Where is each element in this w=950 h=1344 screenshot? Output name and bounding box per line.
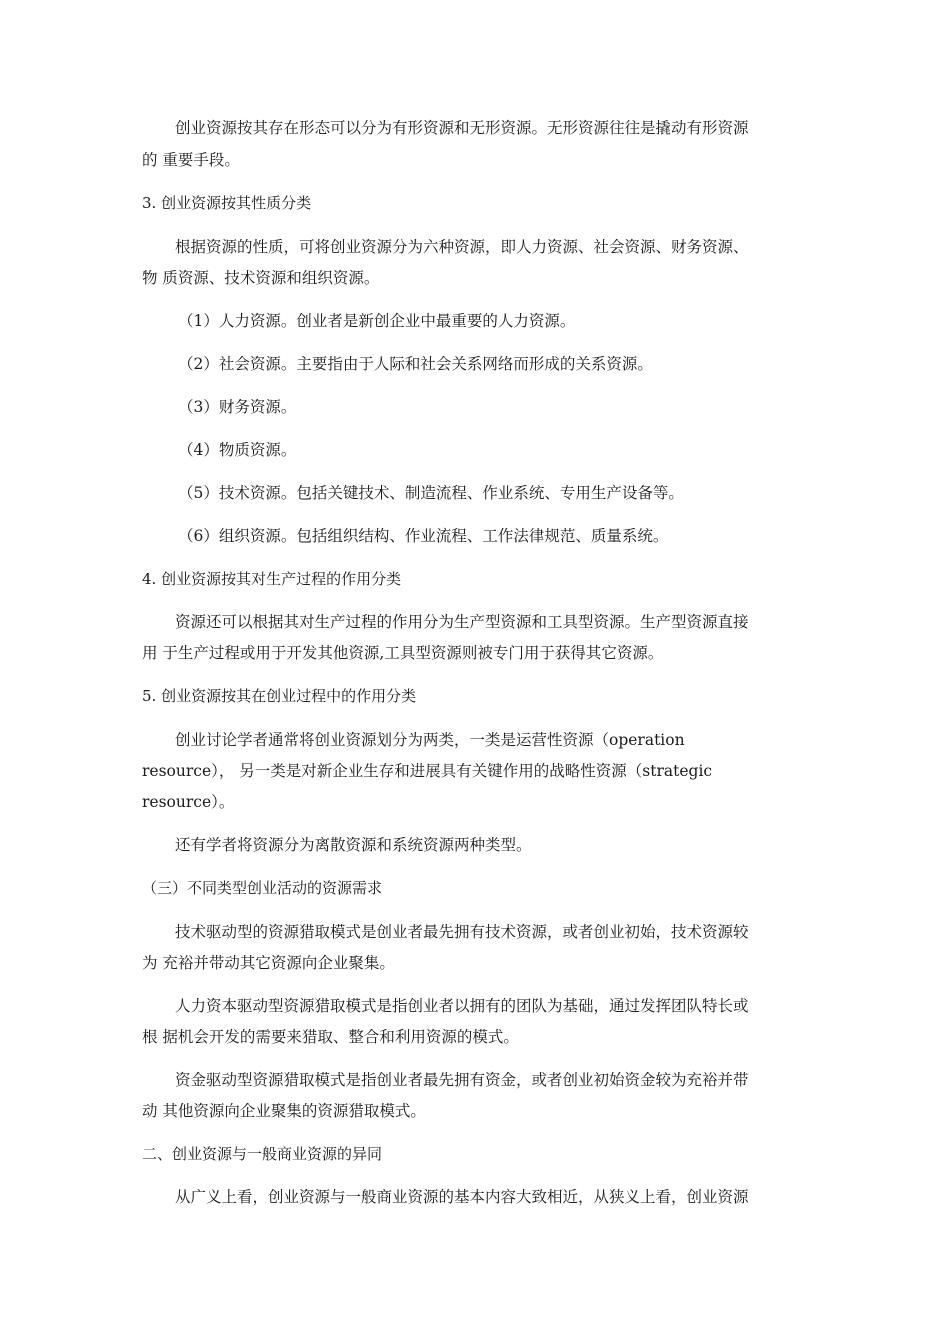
paragraph-line: 的 重要手段。 (142, 151, 240, 169)
list-item: （6）组织资源。包括组织结构、作业流程、工作法律规范、质量系统。 (178, 527, 669, 545)
list-item: （5）技术资源。包括关键技术、制造流程、作业系统、专用生产设备等。 (178, 484, 684, 502)
section-heading: 3. 创业资源按其性质分类 (142, 194, 312, 212)
paragraph-line: resource）， 另一类是对新企业生存和进展具有关键作用的战略性资源（strategic (142, 762, 713, 780)
paragraph-line: 还有学者将资源分为离散资源和系统资源两种类型。 (175, 836, 532, 854)
paragraph-line: resource）。 (142, 793, 235, 811)
section-heading: 二、创业资源与一般商业资源的异同 (142, 1145, 383, 1163)
paragraph-line: 动 其他资源向企业聚集的资源猎取模式。 (142, 1102, 426, 1120)
paragraph-line: 人力资本驱动型资源猎取模式是指创业者以拥有的团队为基础，通过发挥团队特长或 (175, 997, 749, 1015)
paragraph-line: 创业资源按其存在形态可以分为有形资源和无形资源。无形资源往往是撬动有形资源 (175, 119, 749, 137)
paragraph-line: 根据资源的性质，可将创业资源分为六种资源，即人力资源、社会资源、财务资源、 (175, 238, 749, 256)
paragraph-line: 用 于生产过程或用于开发其他资源,工具型资源则被专门用于获得其它资源。 (142, 644, 664, 662)
list-item: （4）物质资源。 (178, 441, 297, 459)
section-heading: 5. 创业资源按其在创业过程中的作用分类 (142, 687, 417, 705)
paragraph-line: 物 质资源、技术资源和组织资源。 (142, 269, 380, 287)
paragraph-line: 根 据机会开发的需要来猎取、整合和利用资源的模式。 (142, 1028, 519, 1046)
section-heading: 4. 创业资源按其对生产过程的作用分类 (142, 570, 402, 588)
section-heading: （三）不同类型创业活动的资源需求 (142, 879, 383, 897)
paragraph-line: 资源还可以根据其对生产过程的作用分为生产型资源和工具型资源。生产型资源直接 (175, 613, 749, 631)
list-item: （2）社会资源。主要指由于人际和社会关系网络而形成的关系资源。 (178, 355, 653, 373)
paragraph-line: 从广义上看，创业资源与一般商业资源的基本内容大致相近，从狭义上看，创业资源 (175, 1188, 749, 1206)
list-item: （3）财务资源。 (178, 398, 297, 416)
list-item: （1）人力资源。创业者是新创企业中最重要的人力资源。 (178, 312, 576, 330)
paragraph-line: 技术驱动型的资源猎取模式是创业者最先拥有技术资源，或者创业初始，技术资源较 (175, 923, 749, 941)
paragraph-line: 创业讨论学者通常将创业资源划分为两类，一类是运营性资源（operation (175, 731, 685, 749)
paragraph-line: 资金驱动型资源猎取模式是指创业者最先拥有资金，或者创业初始资金较为充裕并带 (175, 1071, 749, 1089)
paragraph-line: 为 充裕并带动其它资源向企业聚集。 (142, 954, 395, 972)
